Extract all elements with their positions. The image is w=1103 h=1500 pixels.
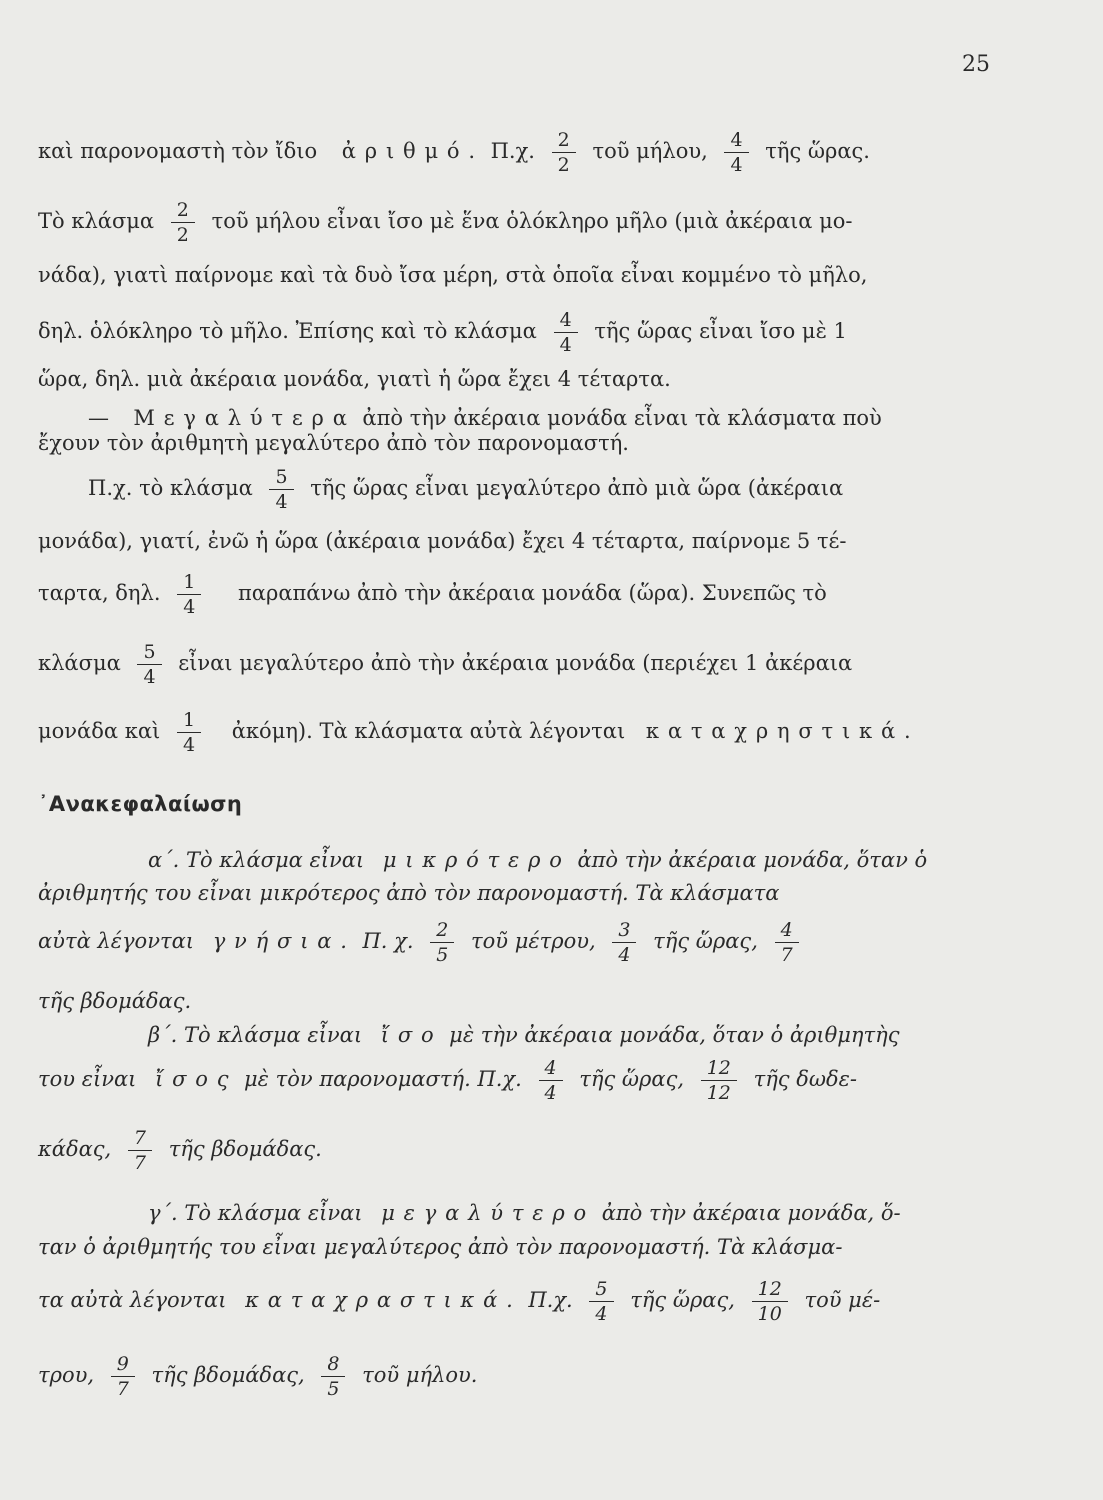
spaced-word: ἴσο (380, 1023, 443, 1047)
text: τῆς ὥρας εἶναι μεγαλύτερο ἀπὸ μιὰ ὥρα (ἀκέραια (310, 476, 844, 500)
page-number: 25 (962, 52, 990, 77)
text: ἀκόμη). Τὰ κλάσματα αὐτὰ λέγονται (231, 719, 626, 743)
text: ἀπὸ τὴν ἀκέραια μονάδα εἶναι τὰ κλάσματα ποὺ (362, 406, 882, 430)
text: τοῦ μήλου, (592, 139, 708, 163)
spaced-word: ἀριθμό. (341, 139, 484, 163)
summary-b-line-2 (38, 1056, 1050, 1105)
summary-a-line-4: τῆς βδομάδας. (38, 989, 192, 1013)
text: τοῦ μέτρου, (471, 929, 596, 953)
text: τοῦ μήλου. (362, 1363, 478, 1387)
text: ταρτα, δηλ. (38, 581, 161, 605)
text: του εἶναι (38, 1067, 137, 1091)
spaced-word: — Μεγαλύτερα (88, 406, 356, 430)
text: ἀπὸ τὴν ἀκέραια μονάδα, ὅ- (601, 1201, 901, 1225)
text: παραπάνω ἀπὸ τὴν ἀκέραια μονάδα (ὥρα). Συνεπῶς τὸ (237, 581, 827, 605)
fraction: $\frac{12}{10}$ (752, 1277, 788, 1326)
text-line-12 (38, 708, 1050, 757)
fraction: $\frac{9}{7}$ (111, 1352, 135, 1401)
fraction: $\frac{1}{4}$ (177, 570, 201, 619)
text: τῆς βδομάδας, (151, 1363, 305, 1387)
text-line-3: νάδα), γιατὶ παίρνομε καὶ τὰ δυὸ ἴσα μέρη, στὰ ὁποῖα εἶναι κομμένο τὸ μῆλο, (38, 263, 868, 287)
fraction: $\frac{4}{7}$ (775, 918, 799, 967)
text: μὲ τὴν ἀκέραια μονάδα, ὅταν ὁ ἀριθμητὴς (449, 1023, 900, 1047)
summary-c-line-3 (38, 1277, 1050, 1326)
fraction: $\frac{8}{5}$ (321, 1352, 345, 1401)
text: αὐτὰ λέγονται (38, 929, 194, 953)
text-line-7: ἔχουν τὸν ἀριθμητὴ μεγαλύτερο ἀπὸ τὸν παρονομαστή. (38, 431, 629, 455)
text-line-1 (38, 128, 1050, 177)
summary-a-line-3 (38, 918, 1050, 967)
fraction: $\frac{4}{4}$ (724, 128, 748, 177)
fraction: $\frac{2}{2}$ (552, 128, 576, 177)
text-line-2 (38, 198, 1050, 247)
summary-c-line-4 (38, 1352, 1050, 1401)
fraction: $\frac{7}{7}$ (128, 1126, 152, 1175)
spaced-word: μικρότερο (382, 848, 571, 872)
spaced-word: καταχρηστικά. (645, 719, 920, 743)
text: τῆς ὥρας, (630, 1288, 735, 1312)
text: Π.χ. τὸ κλάσμα (88, 476, 253, 500)
text: τῆς ὥρας εἶναι ἴσο μὲ 1 (594, 319, 847, 343)
fraction: $\frac{4}{4}$ (539, 1056, 563, 1105)
text: κλάσμα (38, 651, 121, 675)
text: τοῦ μήλου εἶναι ἴσο μὲ ἕνα ὁλόκληρο μῆλο (μιὰ ἀκέραια μο- (211, 209, 853, 233)
text-line-11 (38, 640, 1050, 689)
summary-b-line-1 (148, 1020, 1008, 1050)
fraction: $\frac{2}{5}$ (430, 918, 454, 967)
text: β΄. Τὸ κλάσμα εἶναι (148, 1023, 363, 1047)
text: μὲ τὸν παρονομαστή. Π.χ. (244, 1067, 522, 1091)
fraction: $\frac{1}{4}$ (177, 708, 201, 757)
summary-c-line-1 (148, 1198, 1008, 1228)
section-heading: ᾿Ανακεφαλαίωση (38, 792, 243, 816)
text: α΄. Τὸ κλάσμα εἶναι (148, 848, 365, 872)
fraction: $\frac{4}{4}$ (554, 308, 578, 357)
text: τῆς ὥρας, (653, 929, 758, 953)
text: τοῦ μέ- (804, 1288, 881, 1312)
spaced-word: ἴσος (155, 1067, 238, 1091)
fraction: $\frac{3}{4}$ (612, 918, 636, 967)
text: Π. χ. (362, 929, 414, 953)
text-line-4 (38, 308, 1050, 357)
summary-b-line-3 (38, 1126, 1050, 1175)
text: εἶναι μεγαλύτερο ἀπὸ τὴν ἀκέραια μονάδα (περιέχει 1 ἀκέραια (178, 651, 853, 675)
summary-a-line-1 (148, 845, 1008, 875)
text: κάδας, (38, 1137, 112, 1161)
text-line-10 (38, 570, 1050, 619)
summary-c-line-2: ταν ὁ ἀριθμητής του εἶναι μεγαλύτερος ἀπὸ τὸν παρονομαστή. Τὰ κλάσμα- (38, 1235, 843, 1259)
text-line-5: ὥρα, δηλ. μιὰ ἀκέραια μονάδα, γιατὶ ἡ ὥρα ἔχει 4 τέταρτα. (38, 367, 671, 391)
text-line-8 (88, 465, 1048, 514)
text: Π.χ. (528, 1288, 573, 1312)
text: τῆς βδομάδας. (168, 1137, 322, 1161)
fraction: $\frac{5}{4}$ (137, 640, 161, 689)
text: καὶ παρονομαστὴ τὸν ἴδιο (38, 139, 318, 163)
text: Τὸ κλάσμα (38, 209, 155, 233)
fraction: $\frac{5}{4}$ (589, 1277, 613, 1326)
text: μονάδα καὶ (38, 719, 161, 743)
spaced-word: καταχραστικά. (245, 1288, 522, 1312)
text-line-9: μονάδα), γιατί, ἐνῶ ἡ ὥρα (ἀκέραια μονάδα) ἔχει 4 τέταρτα, παίρνομε 5 τέ- (38, 529, 847, 553)
fraction: $\frac{5}{4}$ (269, 465, 293, 514)
text: τῆς ὥρας. (765, 139, 870, 163)
fraction: $\frac{12}{12}$ (701, 1056, 737, 1105)
text: τῆς δωδε- (753, 1067, 857, 1091)
spaced-word: μεγαλύτερο (381, 1201, 596, 1225)
text: τα αὐτὰ λέγονται (38, 1288, 227, 1312)
summary-a-line-2: ἀριθμητής του εἶναι μικρότερος ἀπὸ τὸν παρονομαστή. Τὰ κλάσματα (38, 881, 780, 905)
text: Π.χ. (490, 139, 535, 163)
text: ἀπὸ τὴν ἀκέραια μονάδα, ὅταν ὁ (577, 848, 928, 872)
fraction: $\frac{2}{2}$ (171, 198, 195, 247)
text: δηλ. ὁλόκληρο τὸ μῆλο. Ἐπίσης καὶ τὸ κλάσμα (38, 319, 537, 343)
spaced-word: γνήσια. (212, 929, 356, 953)
text: τῆς ὥρας, (579, 1067, 685, 1091)
text: τρου, (38, 1363, 95, 1387)
text: γ΄. Τὸ κλάσμα εἶναι (148, 1201, 363, 1225)
